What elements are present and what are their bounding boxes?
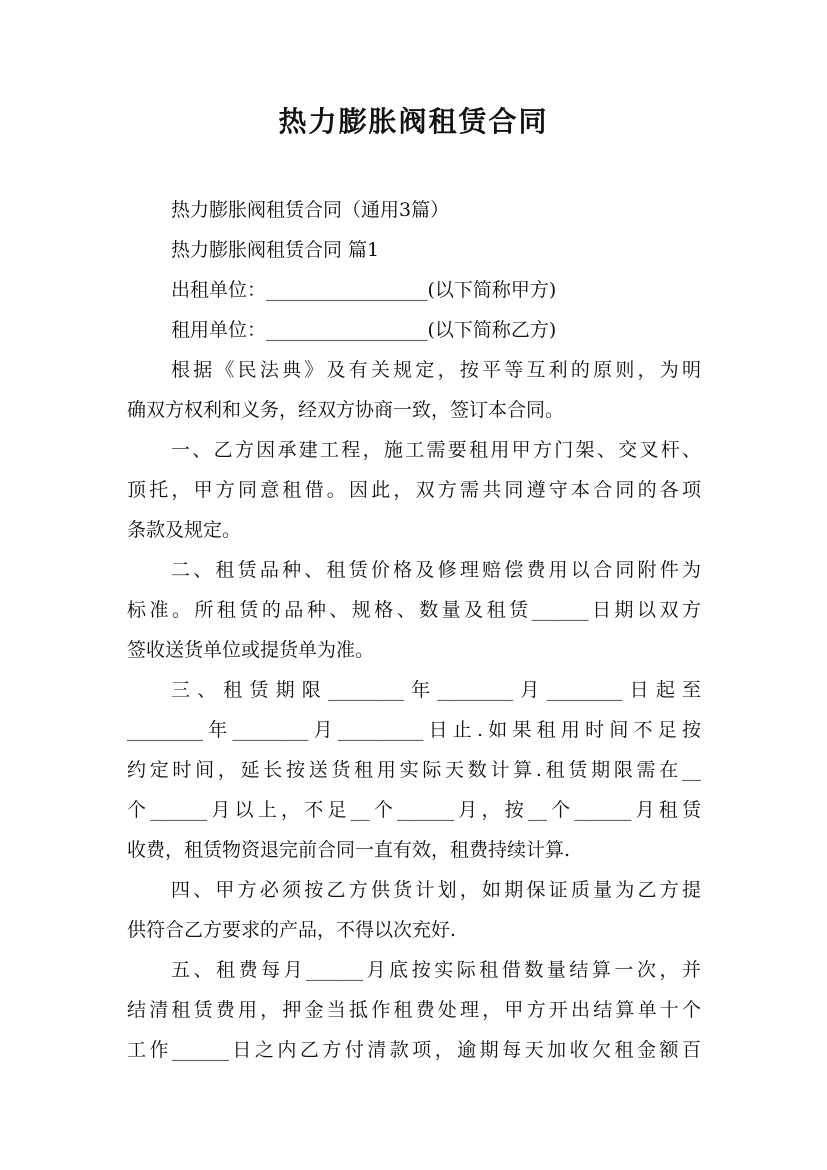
paragraph-line: 顶托，甲方同意租借。因此，双方需共同遵守本合同的各项 [127, 479, 701, 501]
lessee-line: 租用单位：_________________(以下简称乙方) [171, 319, 557, 341]
paragraph-line: 二、租赁品种、租赁价格及修理赔偿费用以合同附件为 [171, 559, 701, 581]
paragraph-line: 五、租费每月______月底按实际租借数量结算一次，并 [171, 959, 701, 981]
paragraph-line: 约定时间，延长按送货租用实际天数计算.租赁期限需在__ [127, 759, 701, 781]
paragraph-line: 个______月以上，不足__个______月，按__个______月租赁 [127, 799, 701, 821]
paragraph-line: 确双方权利和义务，经双方协商一致，签订本合同。 [127, 399, 565, 421]
lessor-line: 出租单位：_________________(以下简称甲方) [171, 279, 557, 301]
paragraph-line: 根据《民法典》及有关规定，按平等互利的原则，为明 [171, 359, 701, 381]
paragraph-line: 四、甲方必须按乙方供货计划，如期保证质量为乙方提 [171, 879, 701, 901]
paragraph-line: 条款及规定。 [127, 519, 242, 541]
section-heading: 热力膨胀阀租赁合同 篇1 [171, 239, 380, 261]
paragraph-line: 标准。所租赁的品种、规格、数量及租赁______日期以双方 [127, 599, 701, 621]
paragraph-line: 一、乙方因承建工程，施工需要租用甲方门架、交叉杆、 [171, 439, 701, 461]
paragraph-line: 供符合乙方要求的产品，不得以次充好. [127, 919, 457, 941]
paragraph-line: 工作______日之内乙方付清款项，逾期每天加收欠租金额百 [127, 1039, 701, 1061]
document-body [127, 190, 701, 1070]
paragraph-line: 签收送货单位或提货单为准。 [127, 639, 375, 661]
paragraph-line: ________年________月_________日止.如果租用时间不足按 [127, 719, 701, 741]
document-title: 热力膨胀阀租赁合同 [278, 105, 549, 138]
paragraph-line: 三、租赁期限________年________月________日起至 [171, 679, 701, 701]
subtitle-line: 热力膨胀阀租赁合同（通用3篇） [171, 199, 450, 221]
paragraph-line: 收费，租赁物资退完前合同一直有效，租费持续计算. [127, 839, 571, 861]
paragraph-line: 结清租赁费用，押金当抵作租费处理，甲方开出结算单十个 [127, 999, 701, 1021]
